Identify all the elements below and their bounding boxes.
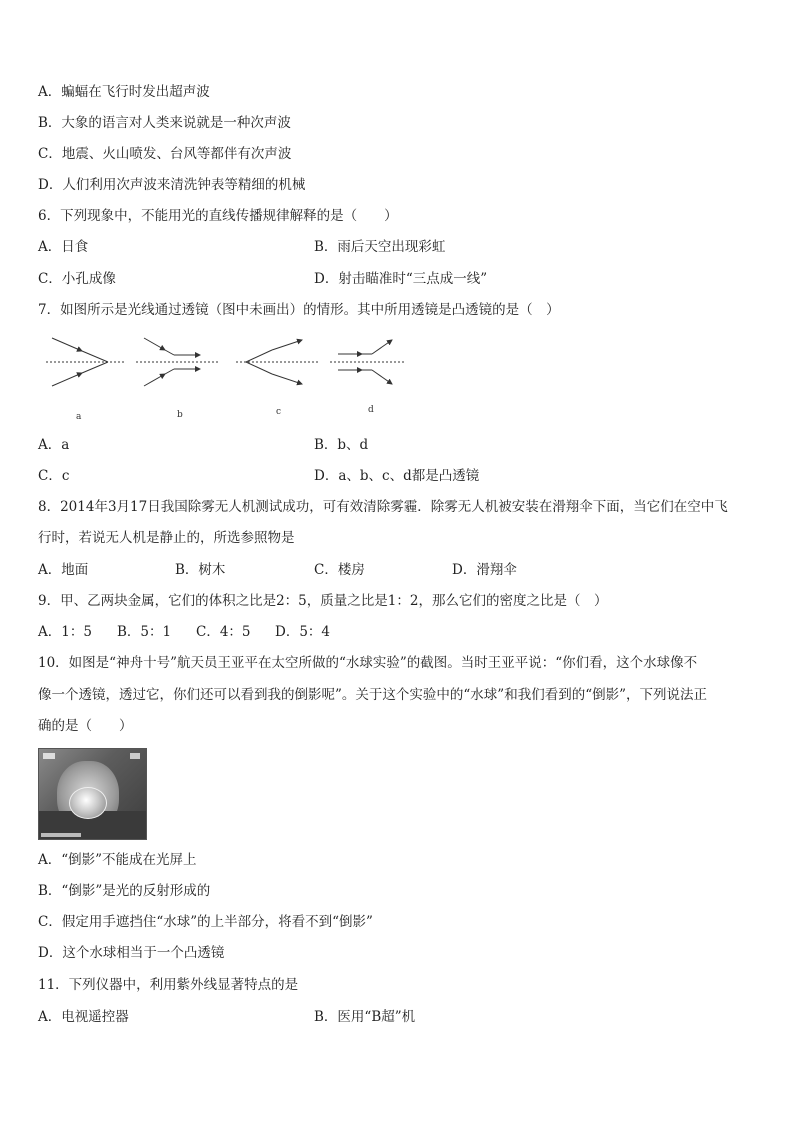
q8-option-b: B．树木 (175, 562, 226, 578)
q11-option-b: B．医用“B超”机 (314, 1009, 416, 1025)
q5-option-a: A．蝙蝠在飞行时发出超声波 (38, 84, 210, 100)
tv-caption-bar (41, 833, 81, 837)
q8-option-c: C．楼房 (314, 562, 365, 578)
q5-option-b: B．大象的语言对人类来说就是一种次声波 (38, 115, 291, 131)
q10-option-c: C．假定用手遮挡住“水球”的上半部分，将看不到“倒影” (38, 914, 373, 930)
q5-option-c: C．地震、火山喷发、台风等都伴有次声波 (38, 146, 292, 162)
ray-figure-d (330, 340, 406, 384)
q11-option-a: A．电视遥控器 (38, 1009, 129, 1025)
q11-stem: 11．下列仪器中，利用紫外线显著特点的是 (38, 977, 299, 993)
q10-stem-line1: 10．如图是“神舟十号”航天员王亚平在太空所做的“水球实验”的截图。当时王亚平说：“你们看，这个水球像不 (38, 655, 698, 671)
ray-figure-c (236, 340, 318, 384)
q10-option-a: A．“倒影”不能成在光屏上 (38, 852, 197, 868)
q7-option-a: A．a (38, 437, 70, 453)
q8-option-a: A．地面 (38, 562, 89, 578)
q8-stem-line2: 行时，若说无人机是静止的，所选参照物是 (38, 530, 295, 546)
tv-logo-mark (43, 753, 55, 759)
q9-option-c: C．4：5 (196, 624, 251, 640)
q7-option-c: C．c (38, 468, 70, 484)
q9-option-a: A．1：5 (38, 624, 92, 640)
fig-label-d: d (368, 405, 374, 415)
ray-figure-a (46, 338, 124, 386)
fig-label-a: a (76, 412, 82, 422)
q7-option-b: B．b、d (314, 437, 369, 453)
q9-option-b: B．5：1 (117, 624, 172, 640)
q6-option-b: B．雨后天空出现彩虹 (314, 239, 446, 255)
tv-corner-mark (130, 753, 140, 759)
water-ball (69, 787, 107, 819)
q10-stem-line3: 确的是（ ） (38, 718, 133, 734)
lens-ray-diagram (40, 334, 410, 424)
q6-option-d: D．射击瞄准时“三点成一线” (314, 271, 488, 287)
q9-option-d: D．5：4 (275, 624, 331, 640)
q7-option-d: D．a、b、c、d都是凸透镜 (314, 468, 480, 484)
fig-label-c: c (276, 407, 282, 417)
ray-figure-b (136, 338, 220, 386)
q6-stem: 6．下列现象中，不能用光的直线传播规律解释的是（ ） (38, 208, 398, 224)
q8-option-d: D．滑翔伞 (452, 562, 517, 578)
q10-stem-line2: 像一个透镜，透过它，你们还可以看到我的倒影呢”。关于这个实验中的“水球”和我们看到的“倒影”，下列说法正 (38, 687, 708, 703)
q10-option-b: B．“倒影”是光的反射形成的 (38, 883, 211, 899)
fig-label-b: b (177, 410, 183, 420)
q7-stem: 7．如图所示是光线通过透镜（图中未画出）的情形。其中所用透镜是凸透镜的是（ ） (38, 302, 560, 318)
water-ball-photo (38, 748, 147, 840)
q8-stem-line1: 8．2014年3月17日我国除雾无人机测试成功，可有效清除雾霾．除雾无人机被安装在滑翔伞下面，当它们在空中飞 (38, 499, 728, 515)
q10-option-d: D．这个水球相当于一个凸透镜 (38, 945, 225, 961)
q6-option-a: A．日食 (38, 239, 89, 255)
q6-option-c: C．小孔成像 (38, 271, 116, 287)
q9-stem: 9．甲、乙两块金属，它们的体积之比是2：5，质量之比是1：2，那么它们的密度之比是（ ） (38, 593, 608, 609)
q5-option-d: D．人们利用次声波来清洗钟表等精细的机械 (38, 177, 306, 193)
